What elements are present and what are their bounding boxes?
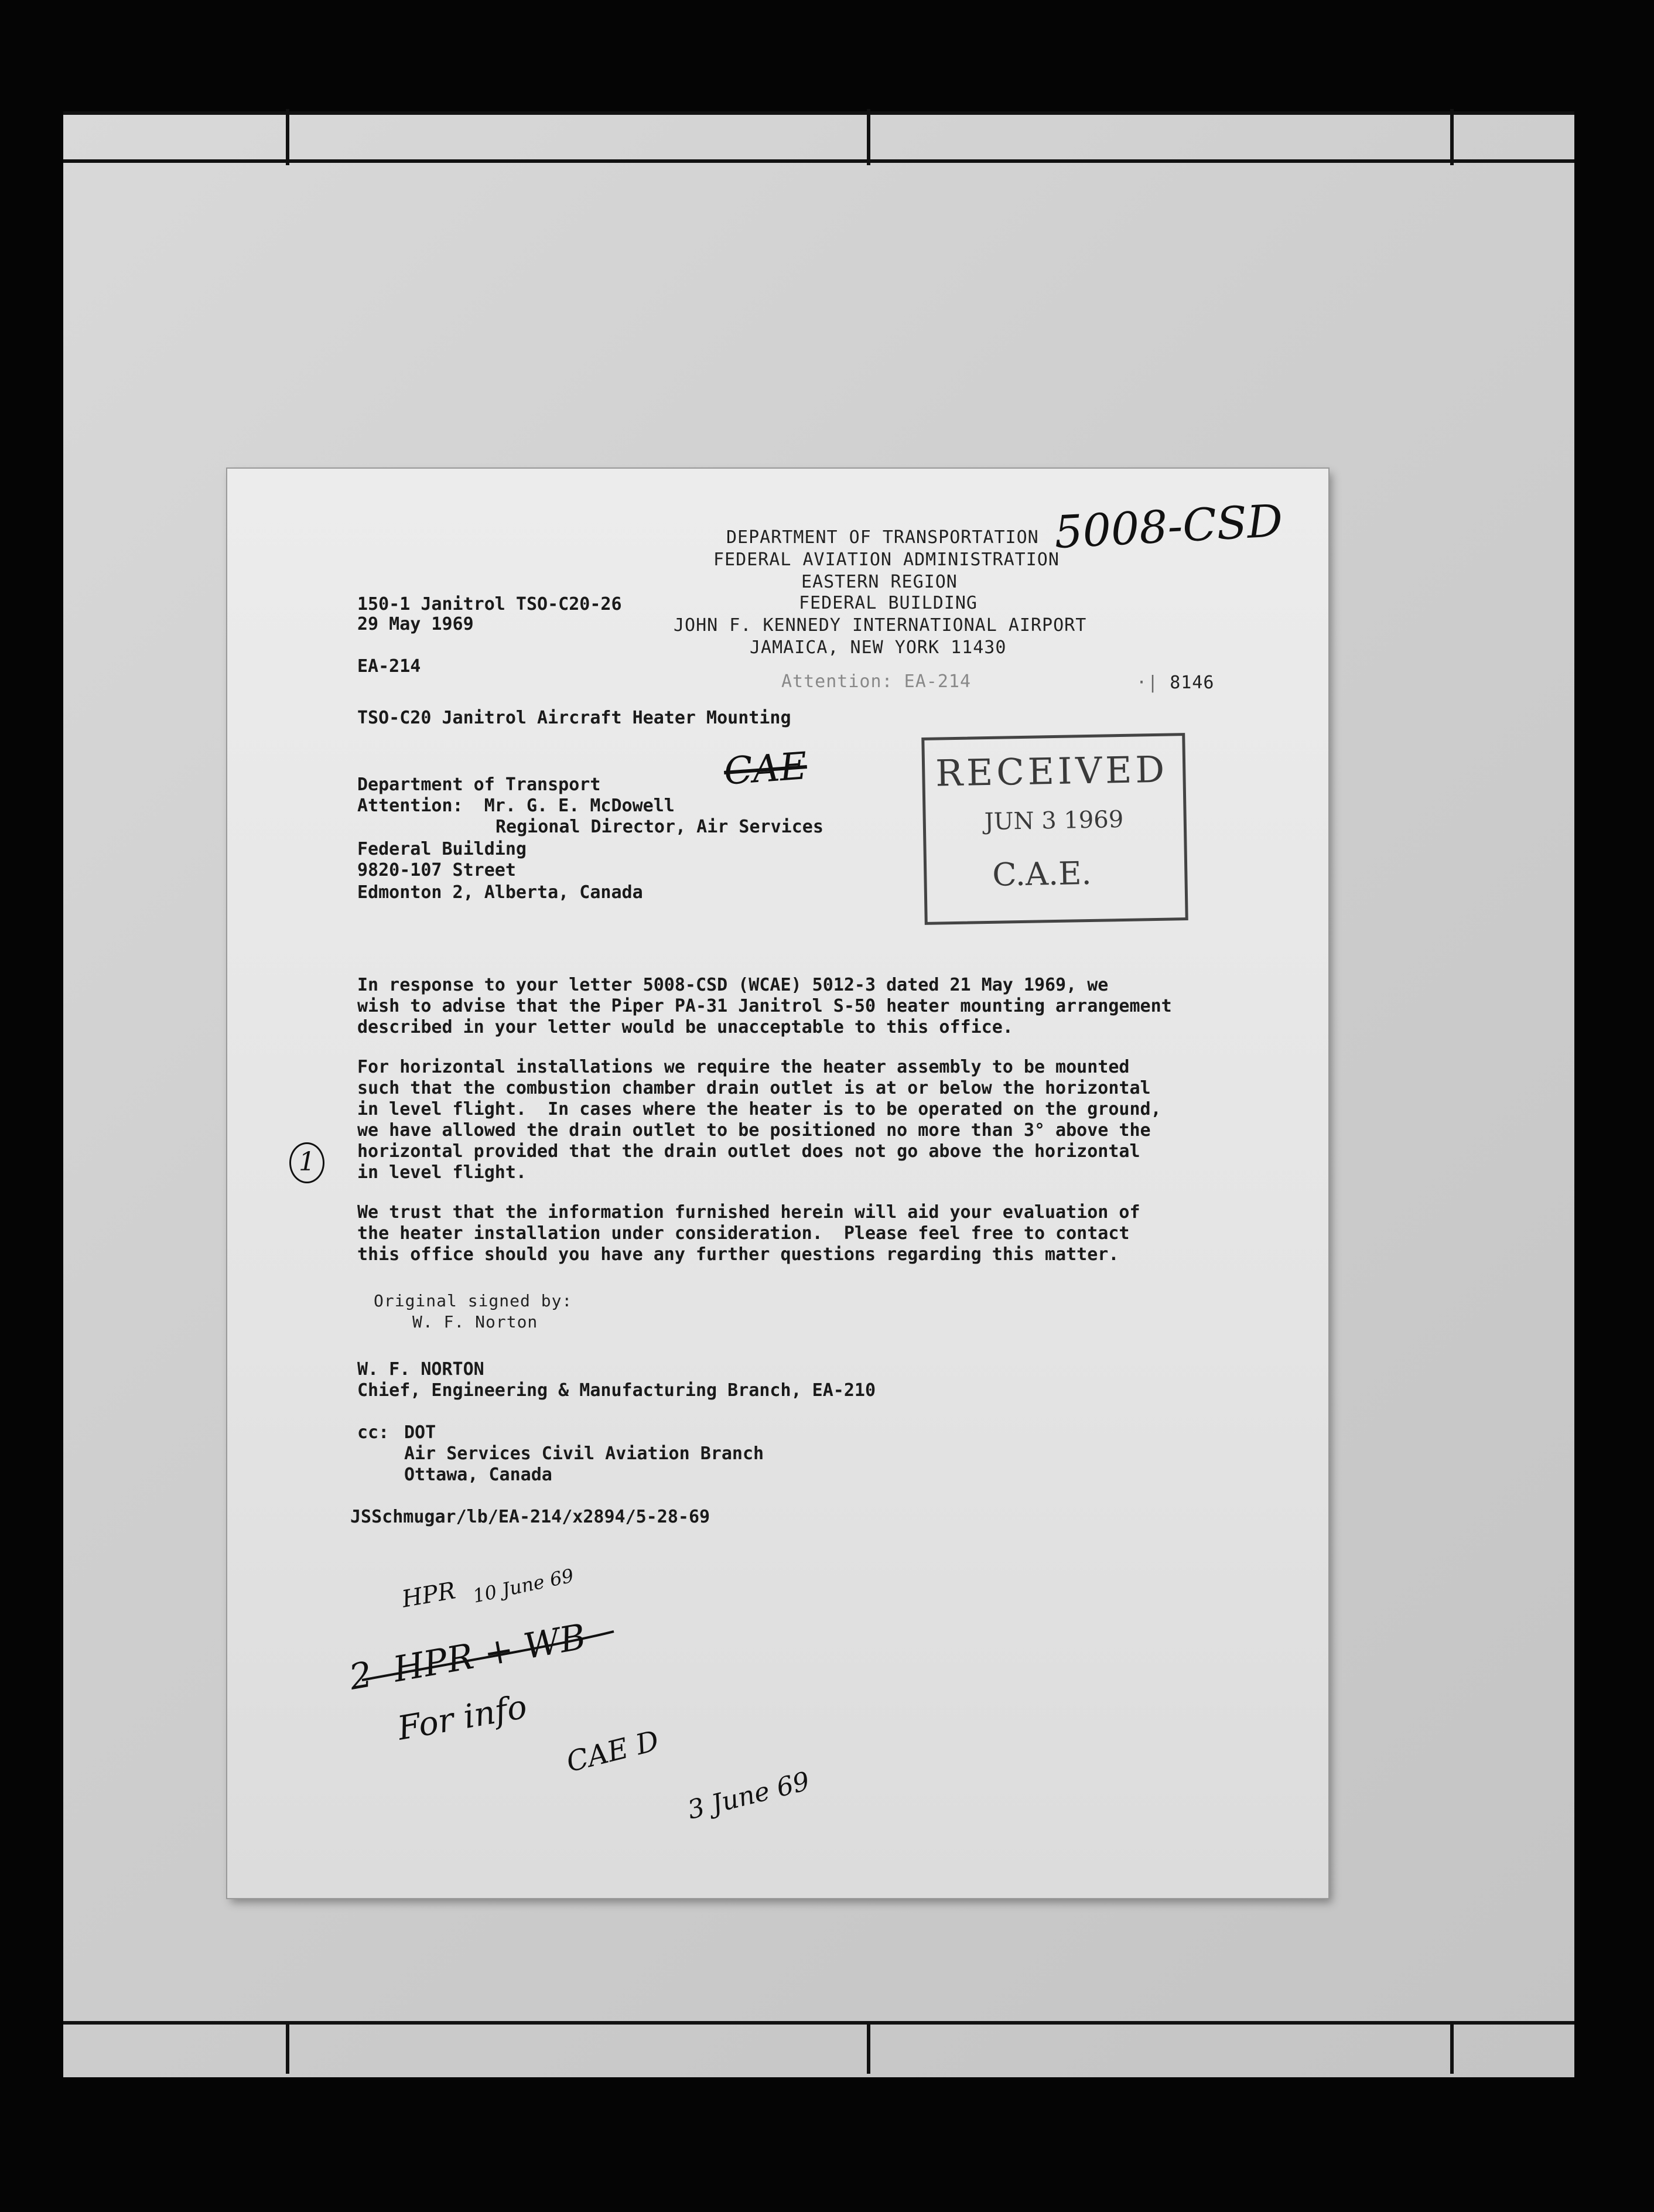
body-line: wish to advise that the Piper PA-31 Janitrol S-50 heater mounting arrangement [357,996,1172,1016]
cc-label: cc: [357,1422,389,1443]
body-line: In response to your letter 5008-CSD (WCAE) 5012-3 dated 21 May 1969, we [357,975,1109,995]
letterhead-line: JAMAICA, NEW YORK 11430 [750,637,1007,658]
reference-office: EA-214 [357,656,421,677]
stamp-org: C.A.E. [992,854,1092,893]
attention-line: Attention: EA-214 [781,671,972,692]
body-line: We trust that the information furnished herein will aid your evaluation of [357,1202,1140,1223]
stamp-date: JUN 3 1969 [984,805,1124,836]
reference-date: 29 May 1969 [357,614,474,634]
body-line: in level flight. In cases where the heater is to be operated on the ground, [357,1099,1161,1119]
recipient-line: Department of Transport [357,774,601,795]
film-rail-top [63,111,1574,163]
letterhead-line: JOHN F. KENNEDY INTERNATIONAL AIRPORT [674,615,1087,636]
reference-line: 150-1 Janitrol TSO-C20-26 [357,594,622,615]
letterhead-line: FEDERAL AVIATION ADMINISTRATION [713,549,1060,570]
film-divider [1450,2021,1454,2074]
body-line: this office should you have any further questions regarding this matter. [357,1244,1119,1265]
signed-name: W. F. Norton [412,1312,538,1332]
handwritten-file-ref: 5008-CSD [1052,494,1284,559]
file-number: ·| 8146 [1136,673,1215,693]
recipient-line: Federal Building [357,839,527,859]
stamp-title: RECEIVED [935,747,1168,795]
handwritten-initials: HPR [399,1577,458,1613]
letterhead-line: FEDERAL BUILDING [799,593,978,613]
handwritten-date: 10 June 69 [470,1564,576,1607]
cc-line: DOT [404,1422,436,1443]
original-signed-label: Original signed by: [374,1291,573,1310]
handwritten-signoff: CAE D [563,1724,662,1779]
letter-sheet [227,469,1328,1898]
letterhead-line: DEPARTMENT OF TRANSPORTATION [726,527,1039,548]
typist-reference: JSSchmugar/lb/EA-214/x2894/5-28-69 [350,1507,710,1527]
body-line: in level flight. [357,1162,527,1183]
handwriting-strokes [227,469,1328,1898]
subject-line: TSO-C20 Janitrol Aircraft Heater Mounting [357,708,791,728]
signatory-name: W. F. NORTON [357,1359,484,1380]
recipient-line: Attention: Mr. G. E. McDowell [357,796,675,816]
body-line: we have allowed the drain outlet to be positioned no more than 3° above the [357,1120,1151,1141]
film-divider [286,109,289,165]
recipient-line: 9820-107 Street [357,860,516,880]
film-divider [1450,109,1454,165]
body-line: horizontal provided that the drain outlet does not go above the horizontal [357,1141,1140,1162]
margin-note-circled: 1 [289,1142,324,1183]
film-rail-bottom [63,2021,1574,2073]
recipient-line: Edmonton 2, Alberta, Canada [357,882,643,903]
handwritten-for-info: For info [395,1688,530,1748]
handwritten-signoff-date: 3 June 69 [684,1766,813,1825]
cc-line: Air Services Civil Aviation Branch [404,1443,764,1464]
handwritten-mark: CAE [722,745,809,794]
cc-line: Ottawa, Canada [404,1465,552,1485]
letterhead-line: EASTERN REGION [801,572,958,592]
body-line: such that the combustion chamber drain outlet is at or below the horizontal [357,1078,1151,1098]
film-divider [867,2021,870,2074]
handwritten-routing: 2 HPR + WB [346,1616,589,1698]
signatory-title: Chief, Engineering & Manufacturing Branch, EA-210 [357,1380,876,1401]
body-line: the heater installation under consideration. Please feel free to contact [357,1223,1130,1244]
film-divider [867,109,870,165]
recipient-line: Regional Director, Air Services [495,817,823,837]
underline-stroke [362,1631,614,1680]
film-divider [286,2021,289,2074]
body-line: described in your letter would be unacceptable to this office. [357,1017,1013,1037]
body-line: For horizontal installations we require the heater assembly to be mounted [357,1057,1130,1077]
